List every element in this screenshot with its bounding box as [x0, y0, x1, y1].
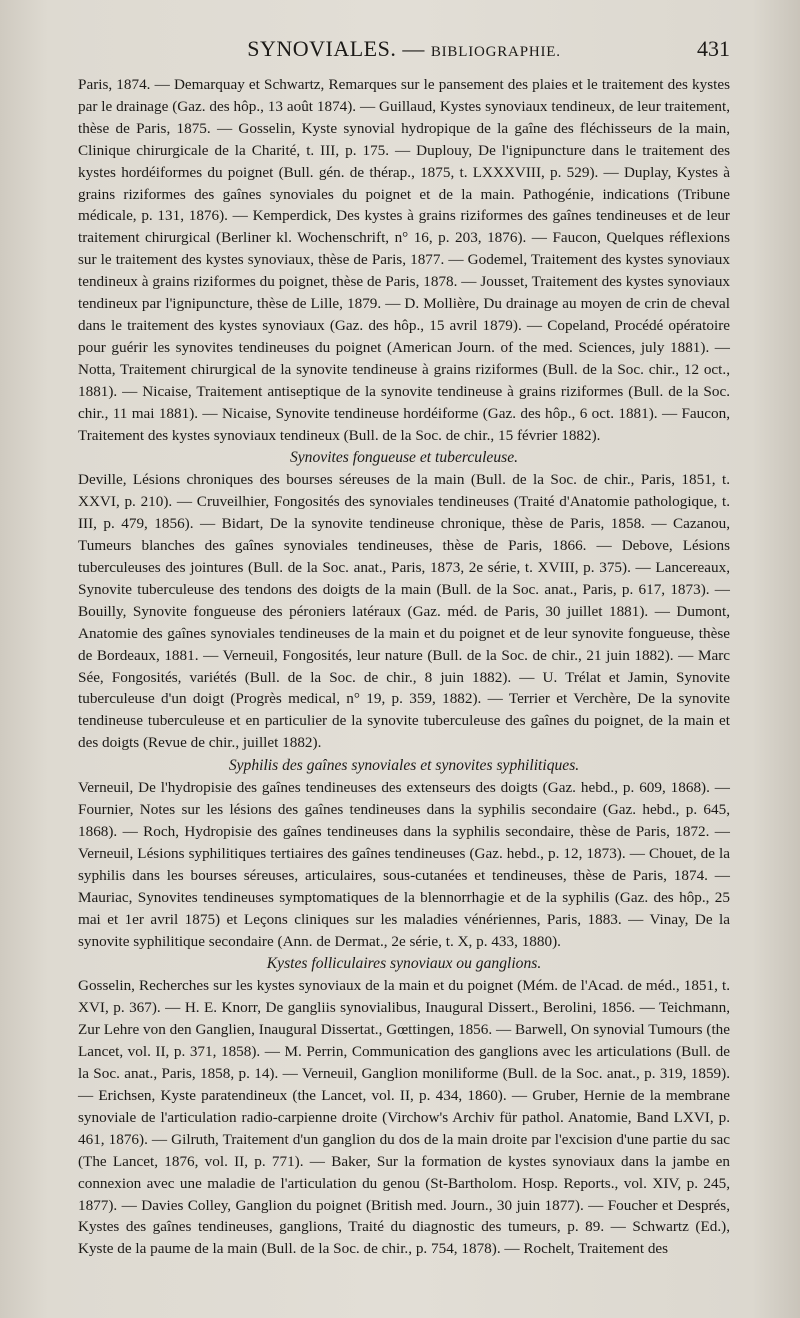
section-title: SYNOVIALES. [247, 36, 397, 61]
running-title [78, 36, 730, 62]
bibliography-text [78, 74, 730, 1278]
bibliography-paragraph-2: Deville, Lésions chroniques des bourses séreuses de la main (Bull. de la Soc. de chir., Paris, 1851, t. XXVI, p. 210). — Cruveilhier, Fongosités des synoviales tendineuses (Traité d'Anatomie pathologique, t. III, p. 479, 1856). — Bidart, De la synovite tendineuse chronique, thèse de Paris, 1858. — Cazanou, Tumeurs blanches des gaînes synoviales tendineuses, thèse de Paris, 1866. — Debove, Lésions tuberculeuses des jointures (Bull. de la Soc. anat., Paris, 1873, 2e série, t. XVIII, p. 375). — Lancereaux, Synovite tuberculeuse des tendons des doigts de la main (Bull. de la Soc. anat., Paris, p. 617, 1873). — Bouilly, Synovite fongueuse des péroniers latéraux (Gaz. méd. de Paris, 30 juillet 1881). — Dumont, Anatomie des gaînes synoviales tendineuses de la main et du poignet et de leur synovite fongueuse, thèse de Bordeaux, 1881. — Verneuil, Fongosités, leur nature (Bull. de la Soc. de chir., 21 juin 1882). — Marc Sée, Fongosités, variétés (Bull. de la Soc. de chir., 8 juin 1882). — U. Trélat et Jamin, Synovite tuberculeuse d'un doigt (Progrès medical, n° 19, p. 359, 1882). — Terrier et Verchère, De la synovite tendineuse tuberculeuse et en particulier de la synovite tuberculeuse des gaînes du poignet, de la main et des doigts (Revue de chir., juillet 1882). [78, 471, 730, 752]
page-number: 431 [697, 36, 730, 61]
section-heading-fongueuse: Synovites fongueuse et tuberculeuse. [289, 449, 519, 467]
bibliography-paragraph-1: Paris, 1874. — Demarquay et Schwartz, Remarques sur le pansement des plaies et le traitement des kystes par le drainage (Gaz. des hôp., 13 août 1874). — Guillaud, Kystes synoviaux tendineux, de leur traitement, thèse de Paris, 1875. — Gosselin, Kyste synovial hydropique de la gaîne des fléchisseurs de la main, Clinique chirurgicale de la Charité, t. III, p. 175. — Duplouy, De l'ignipuncture dans le traitement des kystes hordéiformes du poignet (Bull. gén. de thérap., 1875, t. LXXXVIII, p. 529). — Duplay, Kystes à grains riziformes des gaînes synoviales du poignet et de la main. Pathogénie, indications (Tribune médicale, p. 131, 1876). — Kemperdick, Des kystes à grains riziformes des gaînes tendineuses et de leur traitement chirurgical (Berliner kl. Wochenschrift, n° 16, p. 203, 1876). — Faucon, Quelques réflexions sur le traitement des kystes synoviaux, thèse de Paris, 1877. — Godemel, Traitement des kystes synoviaux tendineux à grains riziformes du poignet, thèse de Paris, 1878. — Jousset, Traitement des kystes synoviaux tendineux par l'ignipuncture, thèse de Lille, 1879. — D. Mollière, Du drainage au moyen de crin de cheval dans le traitement des kystes synoviaux (Gaz. des hôp., 15 avril 1879). — Copeland, Procédé opératoire pour guérir les synovites tendineuses du poignet (American Journ. of the med. Sciences, july 1881). — Notta, Traitement chirurgical de la synovite tendineuse à grains riziformes (Bull. de la Soc. chir., 12 oct., 1881). — Nicaise, Traitement antiseptique de la synovite tendineuse à grains riziformes (Bull. de la Soc. chir., 11 mai 1881). — Nicaise, Synovite tendineuse hordéiforme (Gaz. des hôp., 6 oct. 1881). — Faucon, Traitement des kystes synoviaux tendineux (Bull. de la Soc. de chir., 15 février 1882). [78, 76, 730, 444]
bibliography-paragraph-4: Gosselin, Recherches sur les kystes synoviaux de la main et du poignet (Mém. de l'Acad. de méd., 1851, t. XVI, p. 367). — H. E. Knorr, De gangliis synovialibus, Inaugural Dissert., Berolini, 1856. — Teichmann, Zur Lehre von den Ganglien, Inaugural Dissertat., Gœttingen, 1856. — Barwell, On synovial Tumours (the Lancet, vol. II, p. 371, 1858). — M. Perrin, Communication des ganglions avec les articulations (Bull. de la Soc. anat., Paris, 1858, p. 14). — Verneuil, Ganglion moniliforme (Bull. de la Soc. anat., p. 319, 1859). — Erichsen, Kyste paratendineux (the Lancet, vol. II, p. 434, 1860). — Gruber, Hernie de la membrane synoviale de l'articulation radio-carpienne droite (Virchow's Archiv für pathol. Anatomie, Band LXVI, p. 461, 1876). — Gilruth, Traitement d'un ganglion du dos de la main droite par l'excision d'une partie du sac (The Lancet, 1876, vol. II, p. 771). — Baker, Sur la formation de kystes synoviaux dans la jambe en connexion avec une maladie de l'articulation du genou (St-Bartholom. Hosp. Reports., vol. XIV, p. 245, 1877). — Davies Colley, Ganglion du poignet (British med. Journ., 30 juin 1877). — Foucher et Després, Kystes des gaînes tendineuses, ganglions, Traité du diagnostic des tumeurs, p. 89. — Schwartz (Ed.), Kyste de la paume de la main (Bull. de la Soc. de chir., p. 754, 1878). — Rochelt, Traitement des [78, 977, 730, 1258]
title-dash: — [402, 36, 425, 61]
bibliography-paragraph-3: Verneuil, De l'hydropisie des gaînes tendineuses des extenseurs des doigts (Gaz. hebd., p. 609, 1868). — Fournier, Notes sur les lésions des gaînes tendineuses dans la syphilis secondaire (Gaz. hebd., p. 645, 1868). — Roch, Hydropisie des gaînes tendineuses dans la syphilis secondaire, thèse de Paris, 1872. — Verneuil, Lésions syphilitiques tertiaires des gaînes tendineuses (Gaz. hebd., p. 12, 1873). — Chouet, de la syphilis dans les bourses séreuses, articulaires, sous-cutanées et tendineuses, thèse de Paris, 1874. — Mauriac, Synovites tendineuses symptomatiques de la blennorrhagie et de la syphilis (Gaz. des hôp., 25 mai et 1er avril 1875) et Leçons cliniques sur les maladies vénériennes, Paris, 1883. — Vinay, De la synovite syphilitique secondaire (Ann. de Dermat., 2e série, t. X, p. 433, 1880). [78, 779, 730, 950]
section-heading-syphilis: Syphilis des gaînes synoviales et synovites syphilitiques. [228, 757, 580, 775]
section-heading-kystes: Kystes folliculaires synoviaux ou ganglions. [266, 955, 542, 973]
section-subtitle: BIBLIOGRAPHIE. [430, 44, 561, 60]
running-header [78, 36, 730, 70]
